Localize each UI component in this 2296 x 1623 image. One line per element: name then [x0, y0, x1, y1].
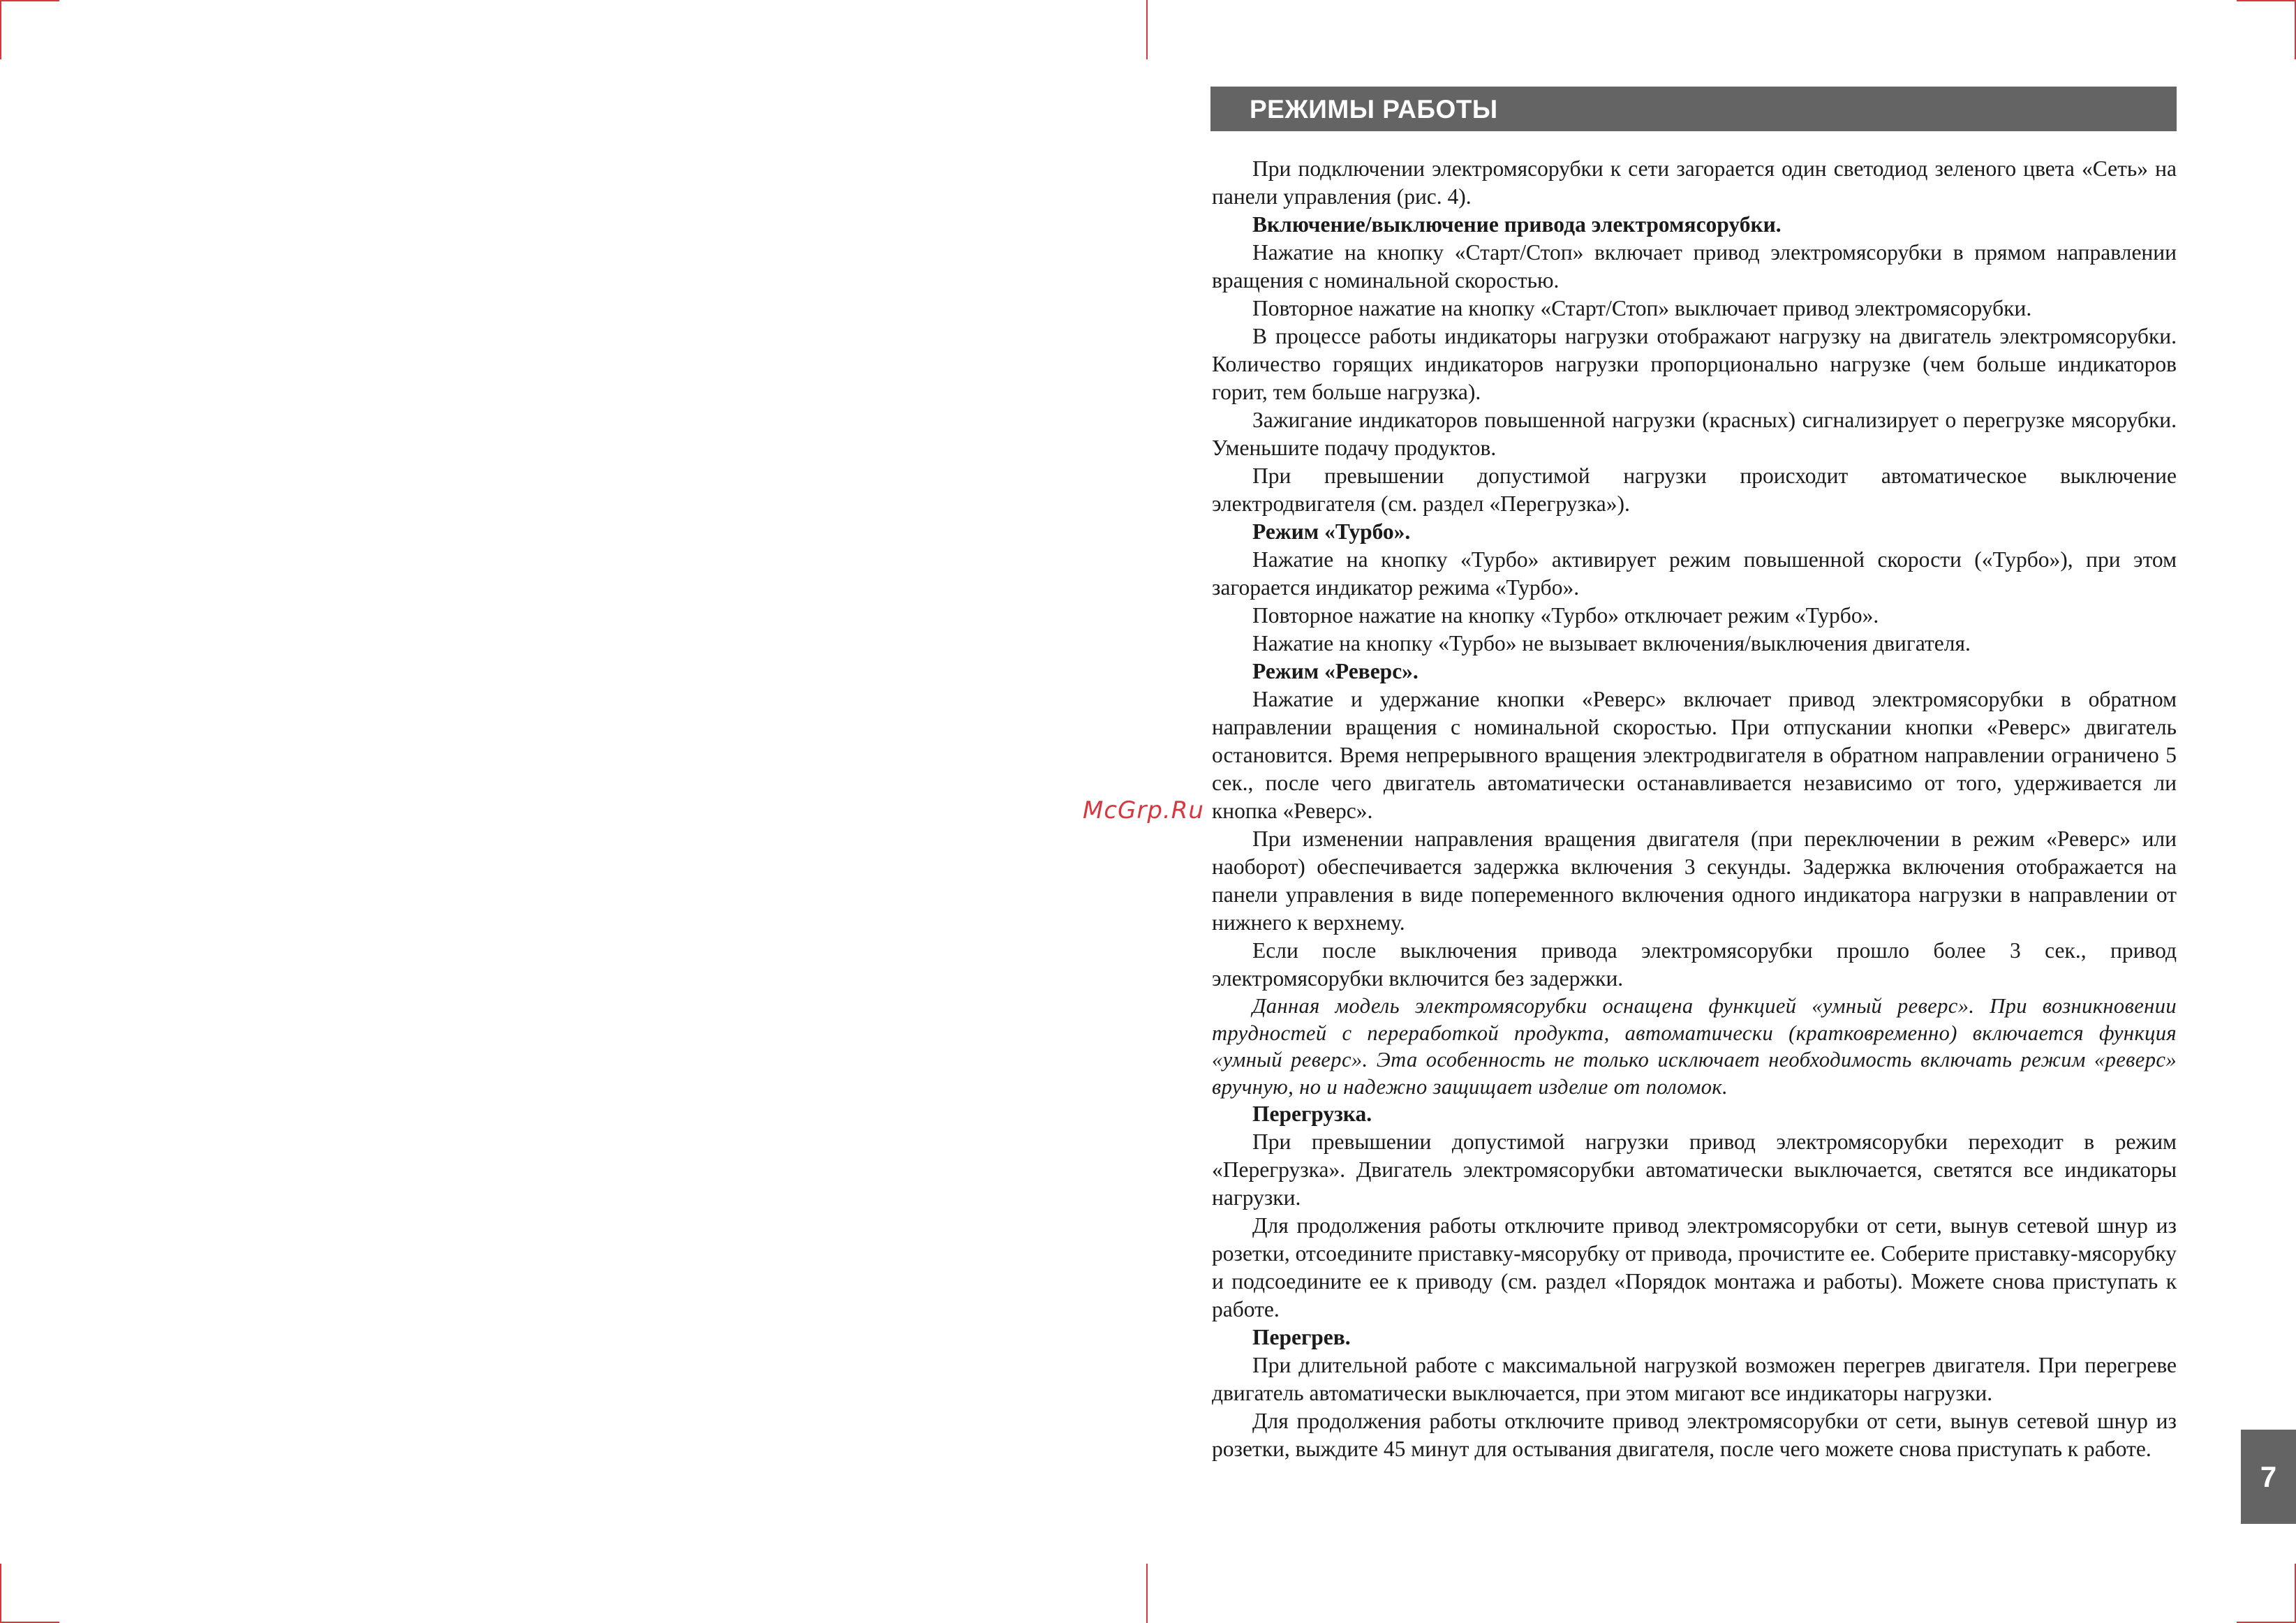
crop-mark	[0, 0, 1, 59]
paragraph: Повторное нажатие на кнопку «Старт/Стоп» выключает привод электромясорубки.	[1252, 296, 2032, 320]
paragraph: При превышении допустимой нагрузки привод электромясорубки переходит в режим «Перегрузка». Двигатель электромясорубки автоматически выключается, светятся все индикаторы нагрузки.	[1212, 1129, 2177, 1210]
paragraph: Нажатие на кнопку «Старт/Стоп» включает привод электромясорубки в прямом направлении вращения с номинальной скоростью.	[1212, 240, 2177, 292]
paragraph: Нажатие и удержание кнопки «Реверс» включает привод электромясорубки в обратном направлении вращения с номинальной скоростью. При отпускании кнопки «Реверс» двигатель остановится. Время непрерывного вращения электродвигателя в обратном направлении ограничено 5 сек., после чего двигатель автоматически останавливается независимо от того, удерживается ли кнопка «Реверс».	[1212, 687, 2177, 823]
subheading: Перегрузка.	[1252, 1102, 1372, 1126]
watermark: McGrp.Ru	[1083, 796, 1204, 824]
crop-mark	[0, 1564, 1, 1623]
paragraph: При превышении допустимой нагрузки происходит автоматическое выключение электродвигателя (см. раздел «Перегрузка»).	[1212, 464, 2177, 516]
body-text	[1212, 155, 2177, 1463]
paragraph: При изменении направления вращения двигателя (при переключении в режим «Реверс» или наоборот) обеспечивается задержка включения 3 секунды. Задержка включения отображается на панели управления в виде попеременного включения одного индикатора нагрузки в направлении от нижнего к верхнему.	[1212, 827, 2177, 935]
paragraph: Для продолжения работы отключите привод электромясорубки от сети, вынув сетевой шнур из розетки, отсоедините приставку-мясорубку от привода, прочистите ее. Соберите приставку-мясорубку и подсоедините ее к приводу (см. раздел «Порядок монтажа и работы). Можете снова приступать к работе.	[1212, 1213, 2177, 1321]
crop-mark	[1146, 1564, 1148, 1623]
paragraph: В процессе работы индикаторы нагрузки отображают нагрузку на двигатель электромясорубки. Количество горящих индикаторов нагрузки пропорционально нагрузке (чем больше индикаторов горит, тем больше нагрузка).	[1212, 324, 2177, 404]
subheading: Режим «Реверс».	[1252, 659, 1419, 683]
paragraph: Повторное нажатие на кнопку «Турбо» отключает режим «Турбо».	[1252, 603, 1879, 628]
paragraph: Нажатие на кнопку «Турбо» активирует режим повышенной скорости («Турбо»), при этом загорается индикатор режима «Турбо».	[1212, 547, 2177, 600]
crop-mark	[1146, 0, 1148, 59]
paragraph: Нажатие на кнопку «Турбо» не вызывает включения/выключения двигателя.	[1252, 631, 1971, 655]
subheading: Перегрев.	[1252, 1325, 1351, 1349]
paragraph: Для продолжения работы отключите привод электромясорубки от сети, вынув сетевой шнур из розетки, выждите 45 минут для остывания двигателя, после чего можете снова приступать к работе.	[1212, 1409, 2177, 1461]
subheading: Режим «Турбо».	[1252, 519, 1411, 544]
paragraph: При подключении электромясорубки к сети загорается один светодиод зеленого цвета «Сеть» на панели управления (рис. 4).	[1212, 156, 2177, 209]
crop-mark	[0, 0, 59, 1]
crop-mark	[2237, 0, 2296, 1]
section-header	[1210, 87, 2177, 131]
paragraph: Зажигание индикаторов повышенной нагрузки (красных) сигнализирует о перегрузке мясорубки. Уменьшите подачу продуктов.	[1212, 408, 2177, 460]
page-number-tab	[2241, 1430, 2296, 1524]
page-number: 7	[2260, 1460, 2277, 1493]
italic-note: Данная модель электромясорубки оснащена функцией «умный реверс». При возникновении трудностей с переработкой продукта, автоматически (кратковременно) включается функция «умный реверс». Эта особенность не только исключает необходимость включать режим «реверс» вручную, но и надежно защищает изделие от поломок.	[1212, 994, 2177, 1099]
subheading: Включение/выключение привода электромясорубки.	[1252, 212, 1782, 237]
page-title: РЕЖИМЫ РАБОТЫ	[1250, 95, 1498, 124]
paragraph: При длительной работе с максимальной нагрузкой возможен перегрев двигателя. При перегреве двигатель автоматически выключается, при этом мигают все индикаторы нагрузки.	[1212, 1353, 2177, 1405]
paragraph: Если после выключения привода электромясорубки прошло более 3 сек., привод электромясорубки включится без задержки.	[1212, 938, 2177, 991]
